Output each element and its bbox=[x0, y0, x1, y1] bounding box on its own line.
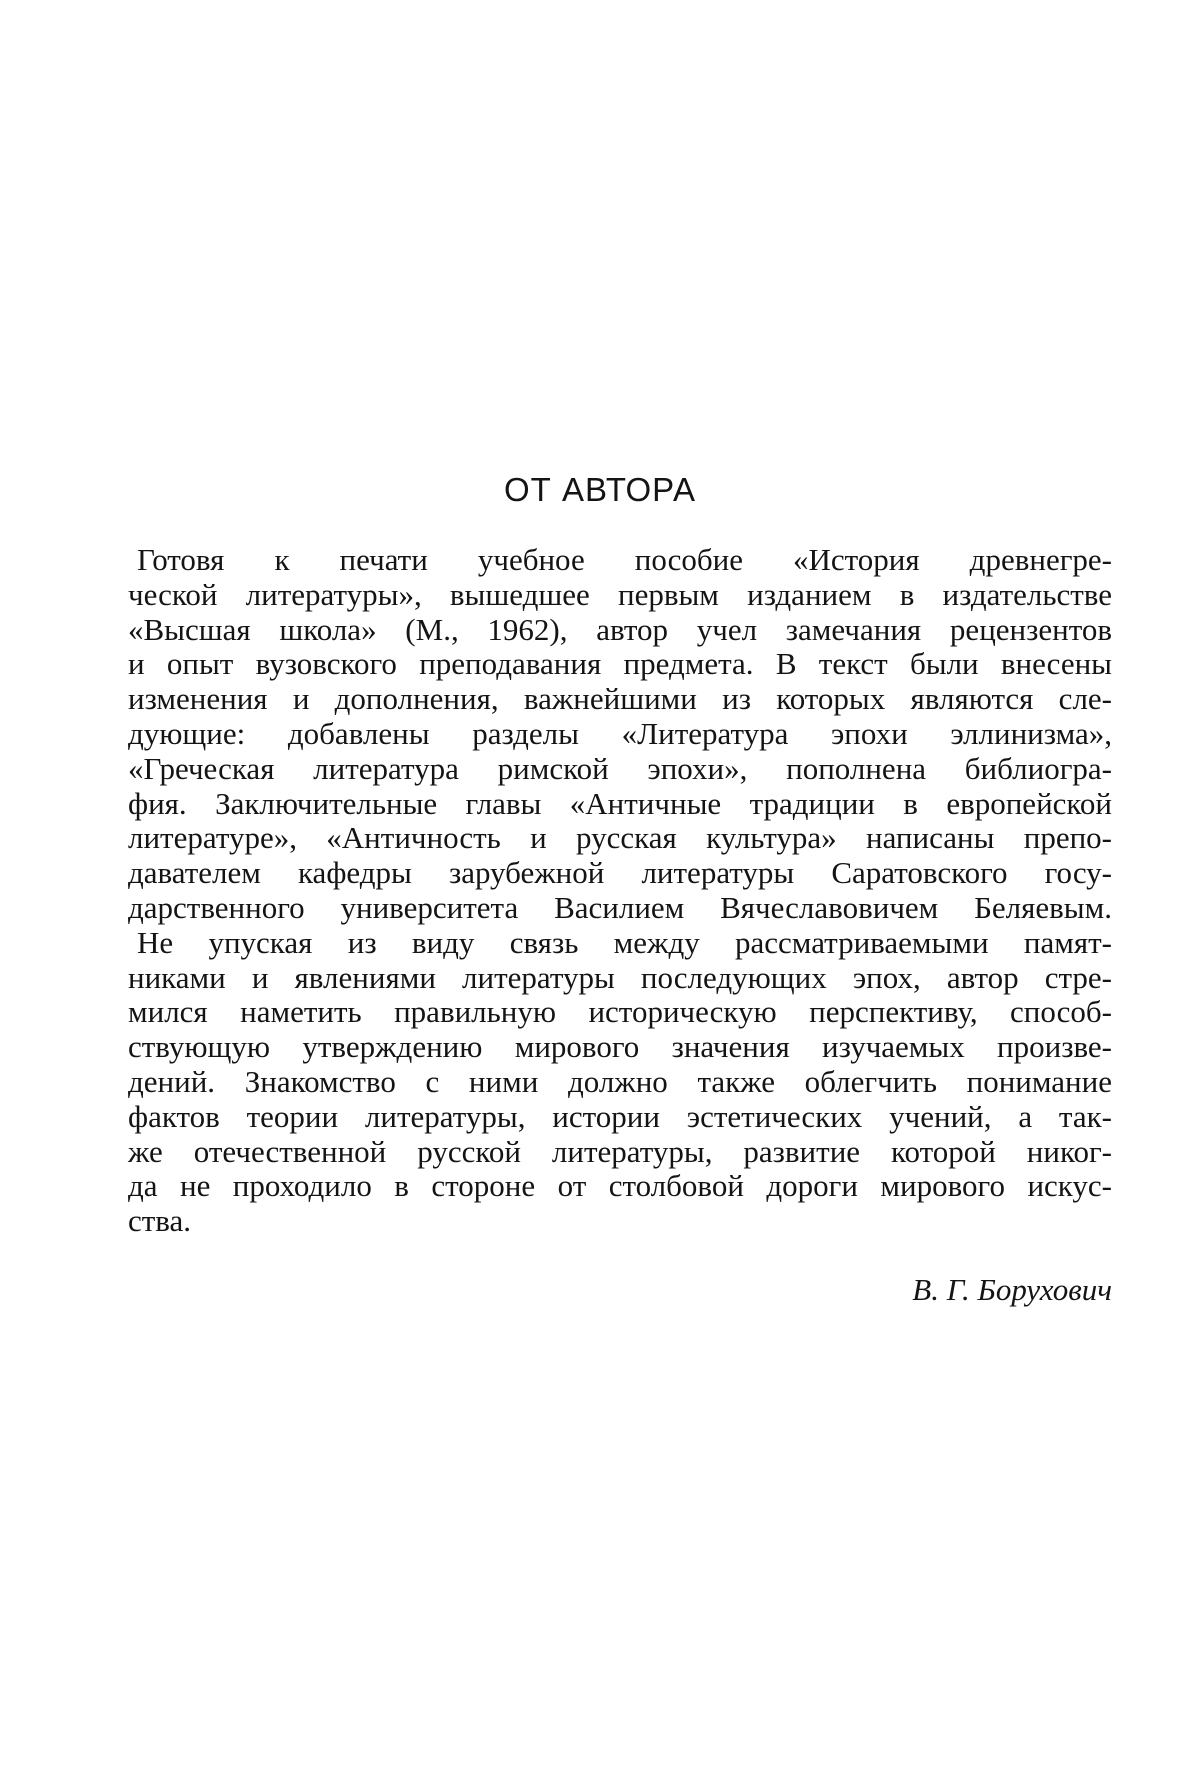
text-line: Готовя к печати учебное пособие «История древнегре- bbox=[137, 542, 1112, 577]
text-line: никами и явлениями литературы последующих эпох, автор стре- bbox=[128, 959, 1112, 995]
text-line: и опыт вузовского преподавания предмета. В текст были внесены bbox=[128, 646, 1112, 682]
text-line: Не упуская из виду связь между рассматриваемыми памят- bbox=[137, 924, 1112, 960]
text-line: фактов теории литературы, истории эстетических учений, а так- bbox=[128, 1098, 1112, 1134]
paragraph-1 bbox=[128, 543, 1112, 926]
text-line: «Греческая литература римской эпохи», пополнена библиогра- bbox=[128, 750, 1112, 786]
text-line: фия. Заключительные главы «Античные традиции в европейской bbox=[128, 785, 1112, 821]
text-line: литературе», «Античность и русская культура» написаны препо- bbox=[128, 820, 1112, 856]
body-text bbox=[128, 543, 1112, 1239]
text-line: ства. bbox=[128, 1203, 192, 1239]
text-line: дарственного университета Василием Вячеславовичем Беляевым. bbox=[128, 889, 1112, 925]
text-line: мился наметить правильную историческую перспективу, способ- bbox=[128, 994, 1112, 1030]
text-line: ствующую утверждению мирового значения изучаемых произве- bbox=[128, 1029, 1112, 1065]
text-line: дующие: добавлены разделы «Литература эпохи эллинизма», bbox=[128, 715, 1112, 751]
paragraph-2 bbox=[128, 926, 1112, 1239]
text-line: давателем кафедры зарубежной литературы Саратовского госу- bbox=[128, 855, 1112, 891]
author-signature: В. Г. Борухович bbox=[912, 1272, 1112, 1307]
text-line: дений. Знакомство с ними должно также облегчить понимание bbox=[128, 1063, 1112, 1099]
text-line: изменения и дополнения, важнейшими из которых являются сле- bbox=[128, 681, 1112, 717]
page-heading: ОТ АВТОРА bbox=[504, 471, 696, 508]
text-line: «Высшая школа» (М., 1962), автор учел замечания рецензентов bbox=[128, 611, 1112, 647]
text-line: да не проходило в стороне от столбовой дороги мирового искус- bbox=[128, 1168, 1112, 1204]
text-line: же отечественной русской литературы, развитие которой никог- bbox=[128, 1133, 1112, 1169]
text-line: ческой литературы», вышедшее первым изданием в издательстве bbox=[128, 576, 1112, 612]
